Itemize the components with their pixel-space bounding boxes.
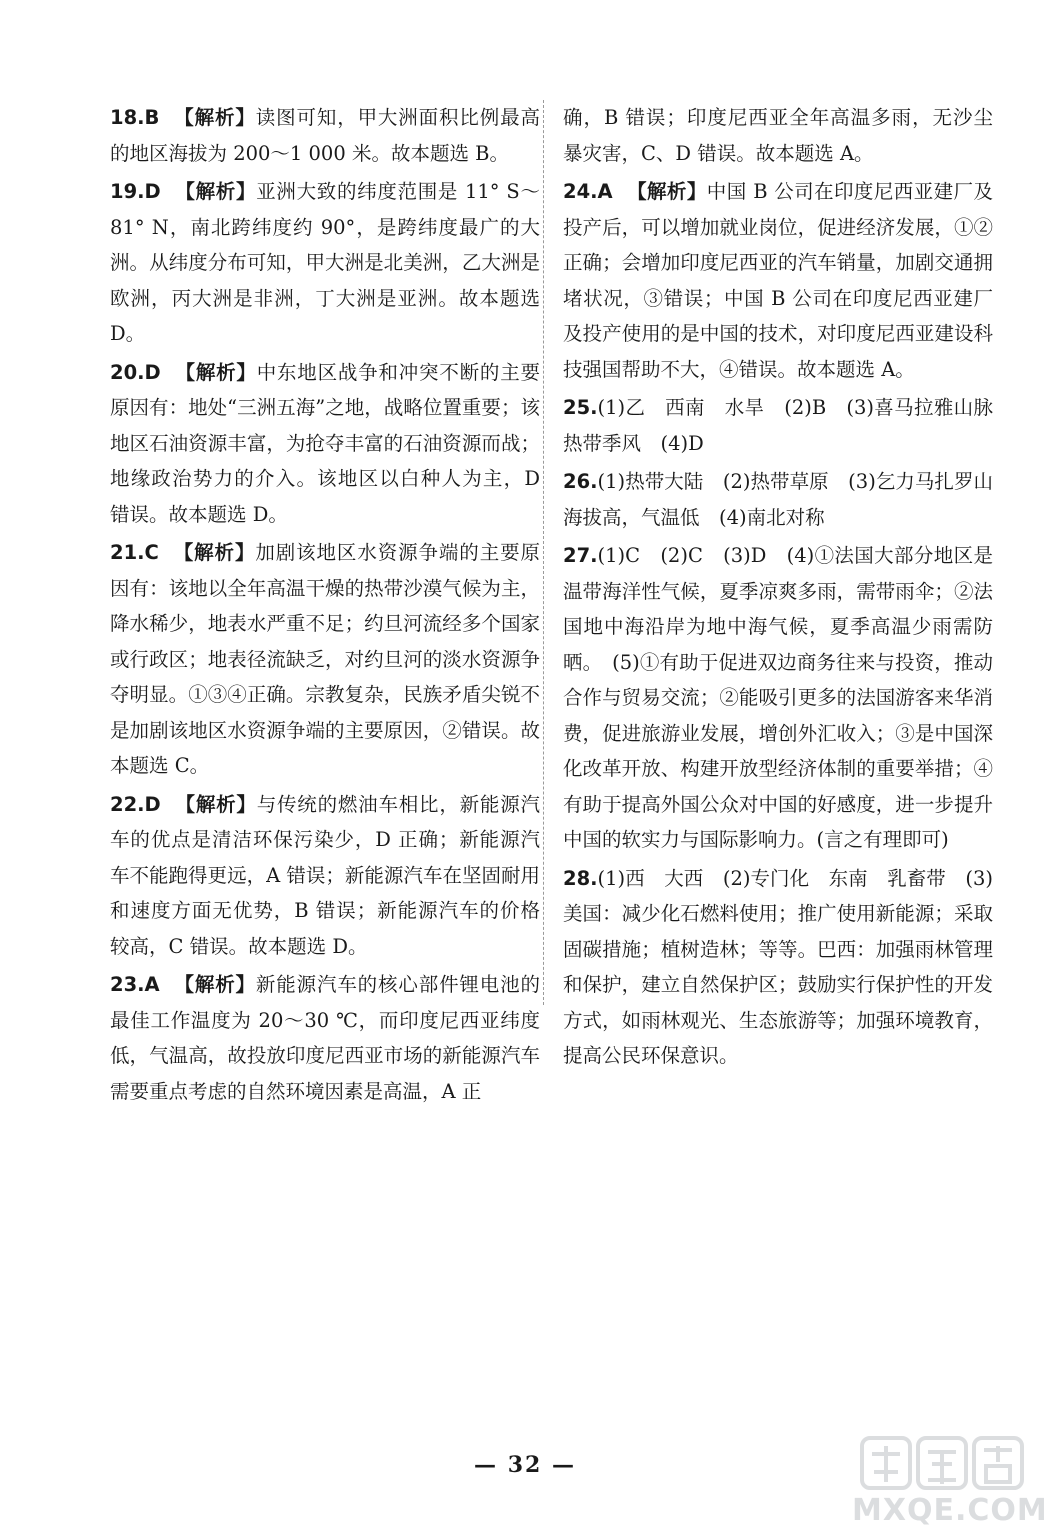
item-answer: B <box>144 106 160 129</box>
answer-item-26 <box>563 464 1013 535</box>
item-text: 中国 B 公司在印度尼西亚建厂及投产后，可以增加就业岗位，促进经济发展，①②正确；会增加印度尼西亚的汽车销量，加剧交通拥堵状况，③错误；中国 B 公司在印度尼西亚建厂及投产使用的是中国的技术，对印度尼西亚建设科技强国帮助不大，④错误。故本题选 A。 <box>563 180 993 381</box>
item-text: 亚洲大致的纬度范围是 11° S～81° N，南北跨纬度约 90°，是跨纬度最广的大洲。从纬度分布可知，甲大洲是北美洲，乙大洲是欧洲，丙大洲是非洲，丁大洲是亚洲。故本题选 D。 <box>110 180 540 345</box>
analysis-tag: 【解析】 <box>174 792 257 816</box>
item-text: (1)热带大陆 (2)热带草原 (3)乞力马扎罗山 海拔高，气温低 (4)南北对称 <box>563 470 1013 529</box>
item-number: 27. <box>563 544 598 567</box>
item-text: 读图可知，甲大洲面积比例最高的地区海拔为 200～1 000 米。故本题选 B。 <box>110 106 540 165</box>
column-divider <box>543 100 544 1005</box>
answer-item-24 <box>563 174 993 387</box>
item-number: 28. <box>563 866 598 890</box>
analysis-tag: 【解析】 <box>172 541 256 564</box>
item-number: 20. <box>110 360 145 384</box>
item-answer: D <box>144 792 161 816</box>
answer-item-23 <box>110 967 540 1109</box>
item-text: (1)C (2)C (3)D (4)①法国大部分地区是温带海洋性气候，夏季凉爽多雨，需带雨伞；②法国地中海沿岸为地中海气候，夏季高温少雨需防晒。 (5)①有助于促进双边商务往来与投资，推动合作与贸易交流；②能吸引更多的法国游客来华消费，促进旅游业发展，增创外汇收入；③是中国深化改革开放、构建开放型经济体制的重要举措；④有助于提高外国公众对中国的好感度，进一步提升中国的软实力与国际影响力。(言之有理即可) <box>563 544 993 851</box>
answer-item-27 <box>563 538 993 858</box>
analysis-tag: 【解析】 <box>173 106 256 129</box>
item-number: 22. <box>110 792 145 816</box>
item-text: (1)西 大西 (2)专门化 东南 乳畜带 (3)美国：减少化石燃料使用；推广使用新能源；采取固碳措施；植树造林；等等。巴西：加强雨林管理和保护，建立自然保护区；鼓励实行保护性的开发方式，如雨林观光、生态旅游等；加强环境教育，提高公民环保意识。 <box>563 866 993 1067</box>
item-text: 加剧该地区水资源争端的主要原因有：该地以全年高温干燥的热带沙漠气候为主，降水稀少，地表水严重不足；约旦河流经多个国家或行政区；地表径流缺乏，对约旦河的淡水资源争夺明显。①③④正确。宗教复杂，民族矛盾尖锐不是加剧该地区水资源争端的主要原因，②错误。故本题选 C。 <box>110 541 540 777</box>
item-answer: A <box>597 180 613 203</box>
answer-item-23-continued <box>563 100 993 171</box>
item-text: (1)乙 西南 水旱 (2)B (3)喜马拉雅山脉 热带季风 (4)D <box>563 396 1013 455</box>
answer-item-22 <box>110 787 540 965</box>
item-answer: D <box>144 180 161 203</box>
watermark-logo <box>852 1432 1048 1528</box>
item-text: 中东地区战争和冲突不断的主要原因有：地处“三洲五海”之地，战略位置重要；该地区石油资源丰富，为抢夺丰富的石油资源而战；地缘政治势力的介入。该地区以白种人为主，D 错误。故本题选 D。 <box>110 360 540 526</box>
item-number: 21. <box>110 541 145 564</box>
answer-item-25 <box>563 390 1013 461</box>
analysis-tag: 【解析】 <box>626 180 707 203</box>
answer-item-19 <box>110 174 540 352</box>
watermark-text: MXQE.COM <box>852 1493 1048 1528</box>
left-column <box>110 100 540 1112</box>
analysis-tag: 【解析】 <box>174 360 257 384</box>
page-number: — 32 — <box>474 1452 576 1478</box>
analysis-tag: 【解析】 <box>173 973 256 996</box>
analysis-tag: 【解析】 <box>174 180 257 203</box>
item-number: 19. <box>110 180 145 203</box>
watermark-seal-icon <box>852 1432 1032 1502</box>
item-answer: D <box>144 360 161 384</box>
right-column <box>563 100 1013 1077</box>
answer-item-18 <box>110 100 540 171</box>
item-text: 与传统的燃油车相比，新能源汽车的优点是清洁环保污染少，D 正确；新能源汽车不能跑得更远，A 错误；新能源汽车在坚固耐用和速度方面无优势，B 错误；新能源汽车的价格较高，C 错误。故本题选 D。 <box>110 792 540 958</box>
item-number: 23. <box>110 973 145 996</box>
item-text: 确，B 错误；印度尼西亚全年高温多雨，无沙尘暴灾害，C、D 错误。故本题选 A。 <box>563 106 993 165</box>
item-text: 新能源汽车的核心部件锂电池的最佳工作温度为 20～30 ℃，而印度尼西亚纬度低，气温高，故投放印度尼西亚市场的新能源汽车需要重点考虑的自然环境因素是高温，A 正 <box>110 973 540 1103</box>
answer-item-28 <box>563 861 993 1074</box>
answer-item-20 <box>110 355 540 533</box>
item-answer: A <box>144 973 160 996</box>
answer-item-21 <box>110 535 540 784</box>
item-answer: C <box>144 541 159 564</box>
item-number: 24. <box>563 180 598 203</box>
item-number: 18. <box>110 106 145 129</box>
item-number: 26. <box>563 470 598 493</box>
item-number: 25. <box>563 396 598 419</box>
